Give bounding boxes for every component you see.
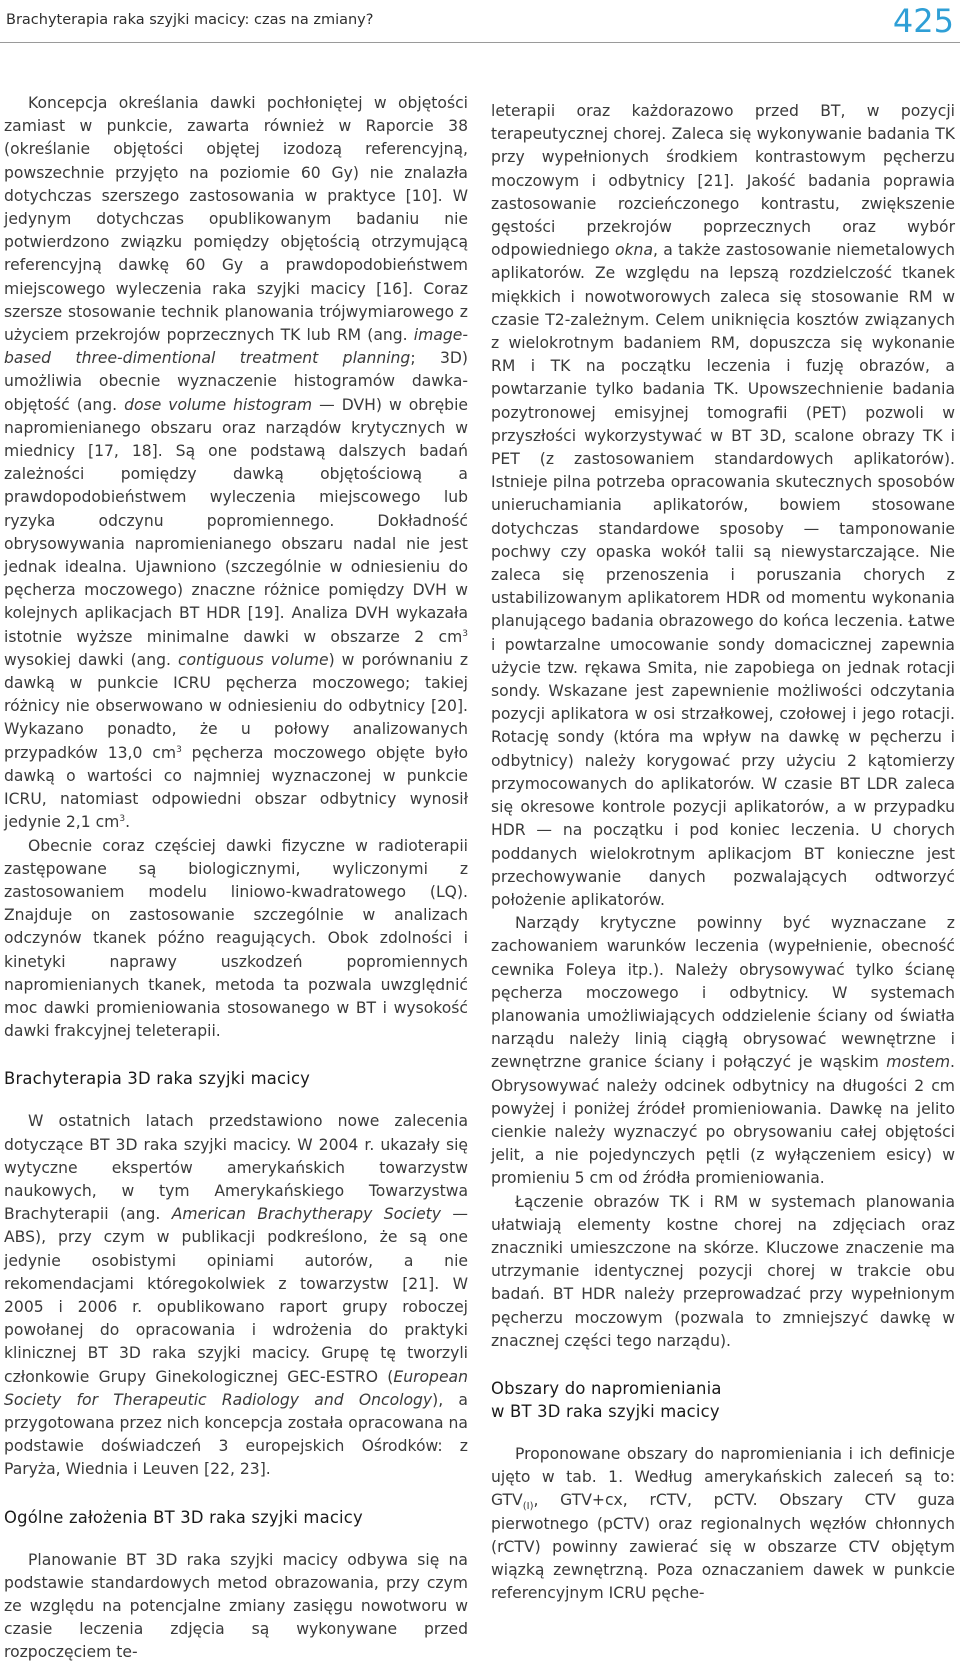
paragraph: Łączenie obrazów TK i RM w systemach planowania ułatwiają elementy kostne chorej na zdjęciach oraz znaczniki umieszczone na skórze. Kluczowe znaczenie ma utrzymanie identycznej pozycji chorej w trakcie obu badań. BT HDR należy przeprowadzać przy wypełnionym pęcherzu moczowym (pozwala to zmniejszyć dawkę w znacznej części tego narządu). (491, 1192, 955, 1350)
right-column (491, 100, 955, 1605)
paragraph: Planowanie BT 3D raka szyjki macicy odbywa się na podstawie standardowych metod obrazowania, przy czym ze względu na potencjalne zmiany zasięgu nowotworu w czasie leczenia zdjęcia są wykonywane przed rozpoczęciem te- (4, 1550, 468, 1662)
paragraph: Proponowane obszary do napromieniania i ich definicje ujęto w tab. 1. Według amerykańskich zaleceń są to: $GTV_{(I)}$, GTV+cx, rCTV, pCTV. Obszary CTV guza pierwotnego (pCTV) oraz regionalnych węzłów chłonnych (rCTV) powinny zawierać się w obszarze CTV objętym wiązką zewnętrzną. Poza oznaczaniem dawek w punkcie referencyjnym ICRU pęche- (491, 1444, 955, 1603)
section-heading: Obszary do napromieniania w BT 3D raka szyjki macicy (491, 1378, 722, 1421)
page-header (0, 0, 960, 44)
paragraph: Narządy krytyczne powinny być wyznaczane z zachowaniem warunków leczenia (wypełnienie, obecność cewnika Foleya itp.). Należy obrysowywać tylko ścianę pęcherza moczowego i odbytnicy. W systemach planowania umożliwiających oddzielenie ściany od światła narządu należy linią ciągłą obrysować wewnętrzne i zewnętrzne granice ściany i połączyć je wąskim mostem. Obrysowywać należy odcinek odbytnicy na długości 2 cm powyżej i poniżej źródeł promieniowania. Dawkę na jelito cienkie należy wyznaczyć po obrysowaniu całej objętości jelit, a nie pojedynczych pętli (z wyłączeniem esicy) w promieniu 5 cm od źródła promieniowania. (491, 914, 955, 1188)
paragraph: Koncepcja określania dawki pochłoniętej w objętości zamiast w punkcie, zawarta również w Raporcie 38 (określanie objętości objętej izodozą referencyjną, powszechnie przyjęto na poziomie 60 Gy) nie znalazła dotychczas szerszego zastosowania w praktyce [10]. W jedynym dotychczas opublikowanym badaniu nie potwierdzono związku pomiędzy objętością otrzymującą referencyjną dawkę 60 Gy a prawdopodobieństwem miejscowego wyleczenia raka szyjki macicy [16]. Coraz szersze stosowanie technik planowania trójwymiarowego z użyciem przekrojów poprzecznych TK lub RM (ang. image-based three-dimentional treatment planning; 3D) umożliwia obecnie wyznaczenie histogramów dawka-objętość (ang. dose volume histogram — DVH) w obrębie napromienianego obszaru oraz narządów krytycznych w miednicy [17, 18]. Są one podstawą dalszych badań zależności pomiędzy dawką objętościową a prawdopodobieństwem wyleczenia miejscowego lub ryzyka odczynu popromiennego. Dokładność obrysowywania napromienianego obszaru nadal nie jest jednak idealna. Ujawniono (szczególnie w odniesieniu do pęcherza moczowego) znaczne różnice pomiędzy DVH w kolejnych aplikacjach BT HDR [19]. Analiza DVH wykazała istotnie wyższe minimalne dawki w obszarze 2 $cm^3$ wysokiej dawki (ang. contiguous volume) w porównaniu z dawką w punkcie ICRU pęcherza moczowego; takiej różnicy nie obserwowano w odniesieniu do odbytnicy [20]. Wykazano ponadto, że u połowy analizowanych przypadków 13,0 $cm^3$ pęcherza moczowego objęte było dawką o wartości co najmniej wyznaczonej w punkcie ICRU, natomiast odpowiedni obszar odbytnicy wynosił jedynie 2,1 $cm^3$. (4, 94, 469, 832)
page-number: 425 (892, 2, 954, 40)
paragraph: leterapii oraz każdorazowo przed BT, w pozycji terapeutycznej chorej. Zaleca się wykonywanie badania TK przy wypełnionych środkiem kontrastowym pęcherzu moczowym i odbytnicy [21]. Jakość badania poprawia zastosowanie rozcieńczonego kontrastu, zwiększenie gęstości przekrojów poprzecznych oraz wybór odpowiedniego okna, a także zastosowanie niemetalowych aplikatorów. Ze względu na lepszą rozdzielczość tkanek miękkich i nowotworowych zaleca się stosowanie RM w czasie T2-zależnym. Celem uniknięcia kosztów związanych z wielokrotnym badaniem RM, dopuszcza się wykonanie RM i TK na początku leczenia i fuzję obrazów, a powtarzanie tylko badania TK. Upowszechnienie badania pozytronowej emisyjnej tomografii (PET) pozwoli w przyszłości wykorzystywać w BT 3D, scalone obrazy TK i PET (z zastosowaniem standardowych aplikatorów). Istnieje pilna potrzeba opracowania skutecznych sposobów unieruchamiania aplikatorów, bowiem stosowane dotychczas standardowe sposoby — tamponowanie pochwy czy opaska wokół talii są niewystarczające. Nie zaleca się przenoszenia i poruszania chorych z ustabilizowanym aplikatorem HDR od momentu wykonania planującego badania obrazowego do końca leczenia. Łatwe i powtarzalne umocowanie sondy domacicznej zapewnia użycie tzw. rękawa Smita, nie zapobiega on jednak rotacji sondy. Wskazane jest zapewnienie możliwości odczytania pozycji aplikatora w osi strzałkowej, czołowej i jego rotacji. Rotację sondy (która ma wpływ na dawkę w pęcherzu i odbytnicy) należy korygować przy użyciu 2 kątomierzy przymocowanych do aplikatorów. W czasie BT LDR zaleca się okresowe kontrole pozycji aplikatorów, a w przypadku HDR — na początku i pod koniec leczenia. U chorych poddanych wielokrotnym aplikacjom BT konieczne jest przechowywanie danych pozwalających odtworzyć położenie aplikatorów. (491, 102, 955, 909)
section-heading: Brachyterapia 3D raka szyjki macicy (4, 1069, 311, 1089)
paragraph: W ostatnich latach przedstawiono nowe zalecenia dotyczące BT 3D raka szyjki macicy. W 2004 r. ukazały się wytyczne ekspertów amerykańskich towarzystw naukowych, w tym Amerykańskiego Towarzystwa Brachyterapii (ang. American Brachytherapy Society — ABS), przy czym w publikacji podkreślono, że są one jedynie osobistymi opiniami autorów, a nie rekomendacjami któregokolwiek z towarzystw [21]. W 2005 i 2006 r. opublikowano raport grupy roboczej powołanej do opracowania i wdrożenia do praktyki klinicznej BT 3D raka szyjki macicy. Grupę tę tworzyli członkowie Grupy Ginekologicznej GEC-ESTRO (European Society for Therapeutic Radiology and Oncology), a przygotowana przez nich koncepcja została opracowana na podstawie doświadczeń 3 europejskich Ośrodków: z Paryża, Wiednia i Leuven [22, 23]. (4, 1112, 468, 1479)
section-heading: Ogólne założenia BT 3D raka szyjki macicy (4, 1507, 363, 1527)
running-title: Brachyterapia raka szyjki macicy: czas na zmiany? (6, 12, 374, 28)
header-rule (0, 42, 960, 43)
paragraph: Obecnie coraz częściej dawki fizyczne w radioterapii zastępowane są biologicznymi, wyliczonymi z zastosowaniem modelu liniowo-kwadratowego (LQ). Znajduje on zastosowanie szczególnie w analizach odczynów tkanek późno reagujących. Obok zdolności i kinetyki naprawy uszkodzeń popromiennych napromienianych tkanek, metoda ta pozwala uwzględnić moc dawki promieniowania stosowanego w BT i wysokość dawki frakcyjnej teleterapii. (4, 836, 468, 1041)
left-column (4, 92, 468, 1665)
